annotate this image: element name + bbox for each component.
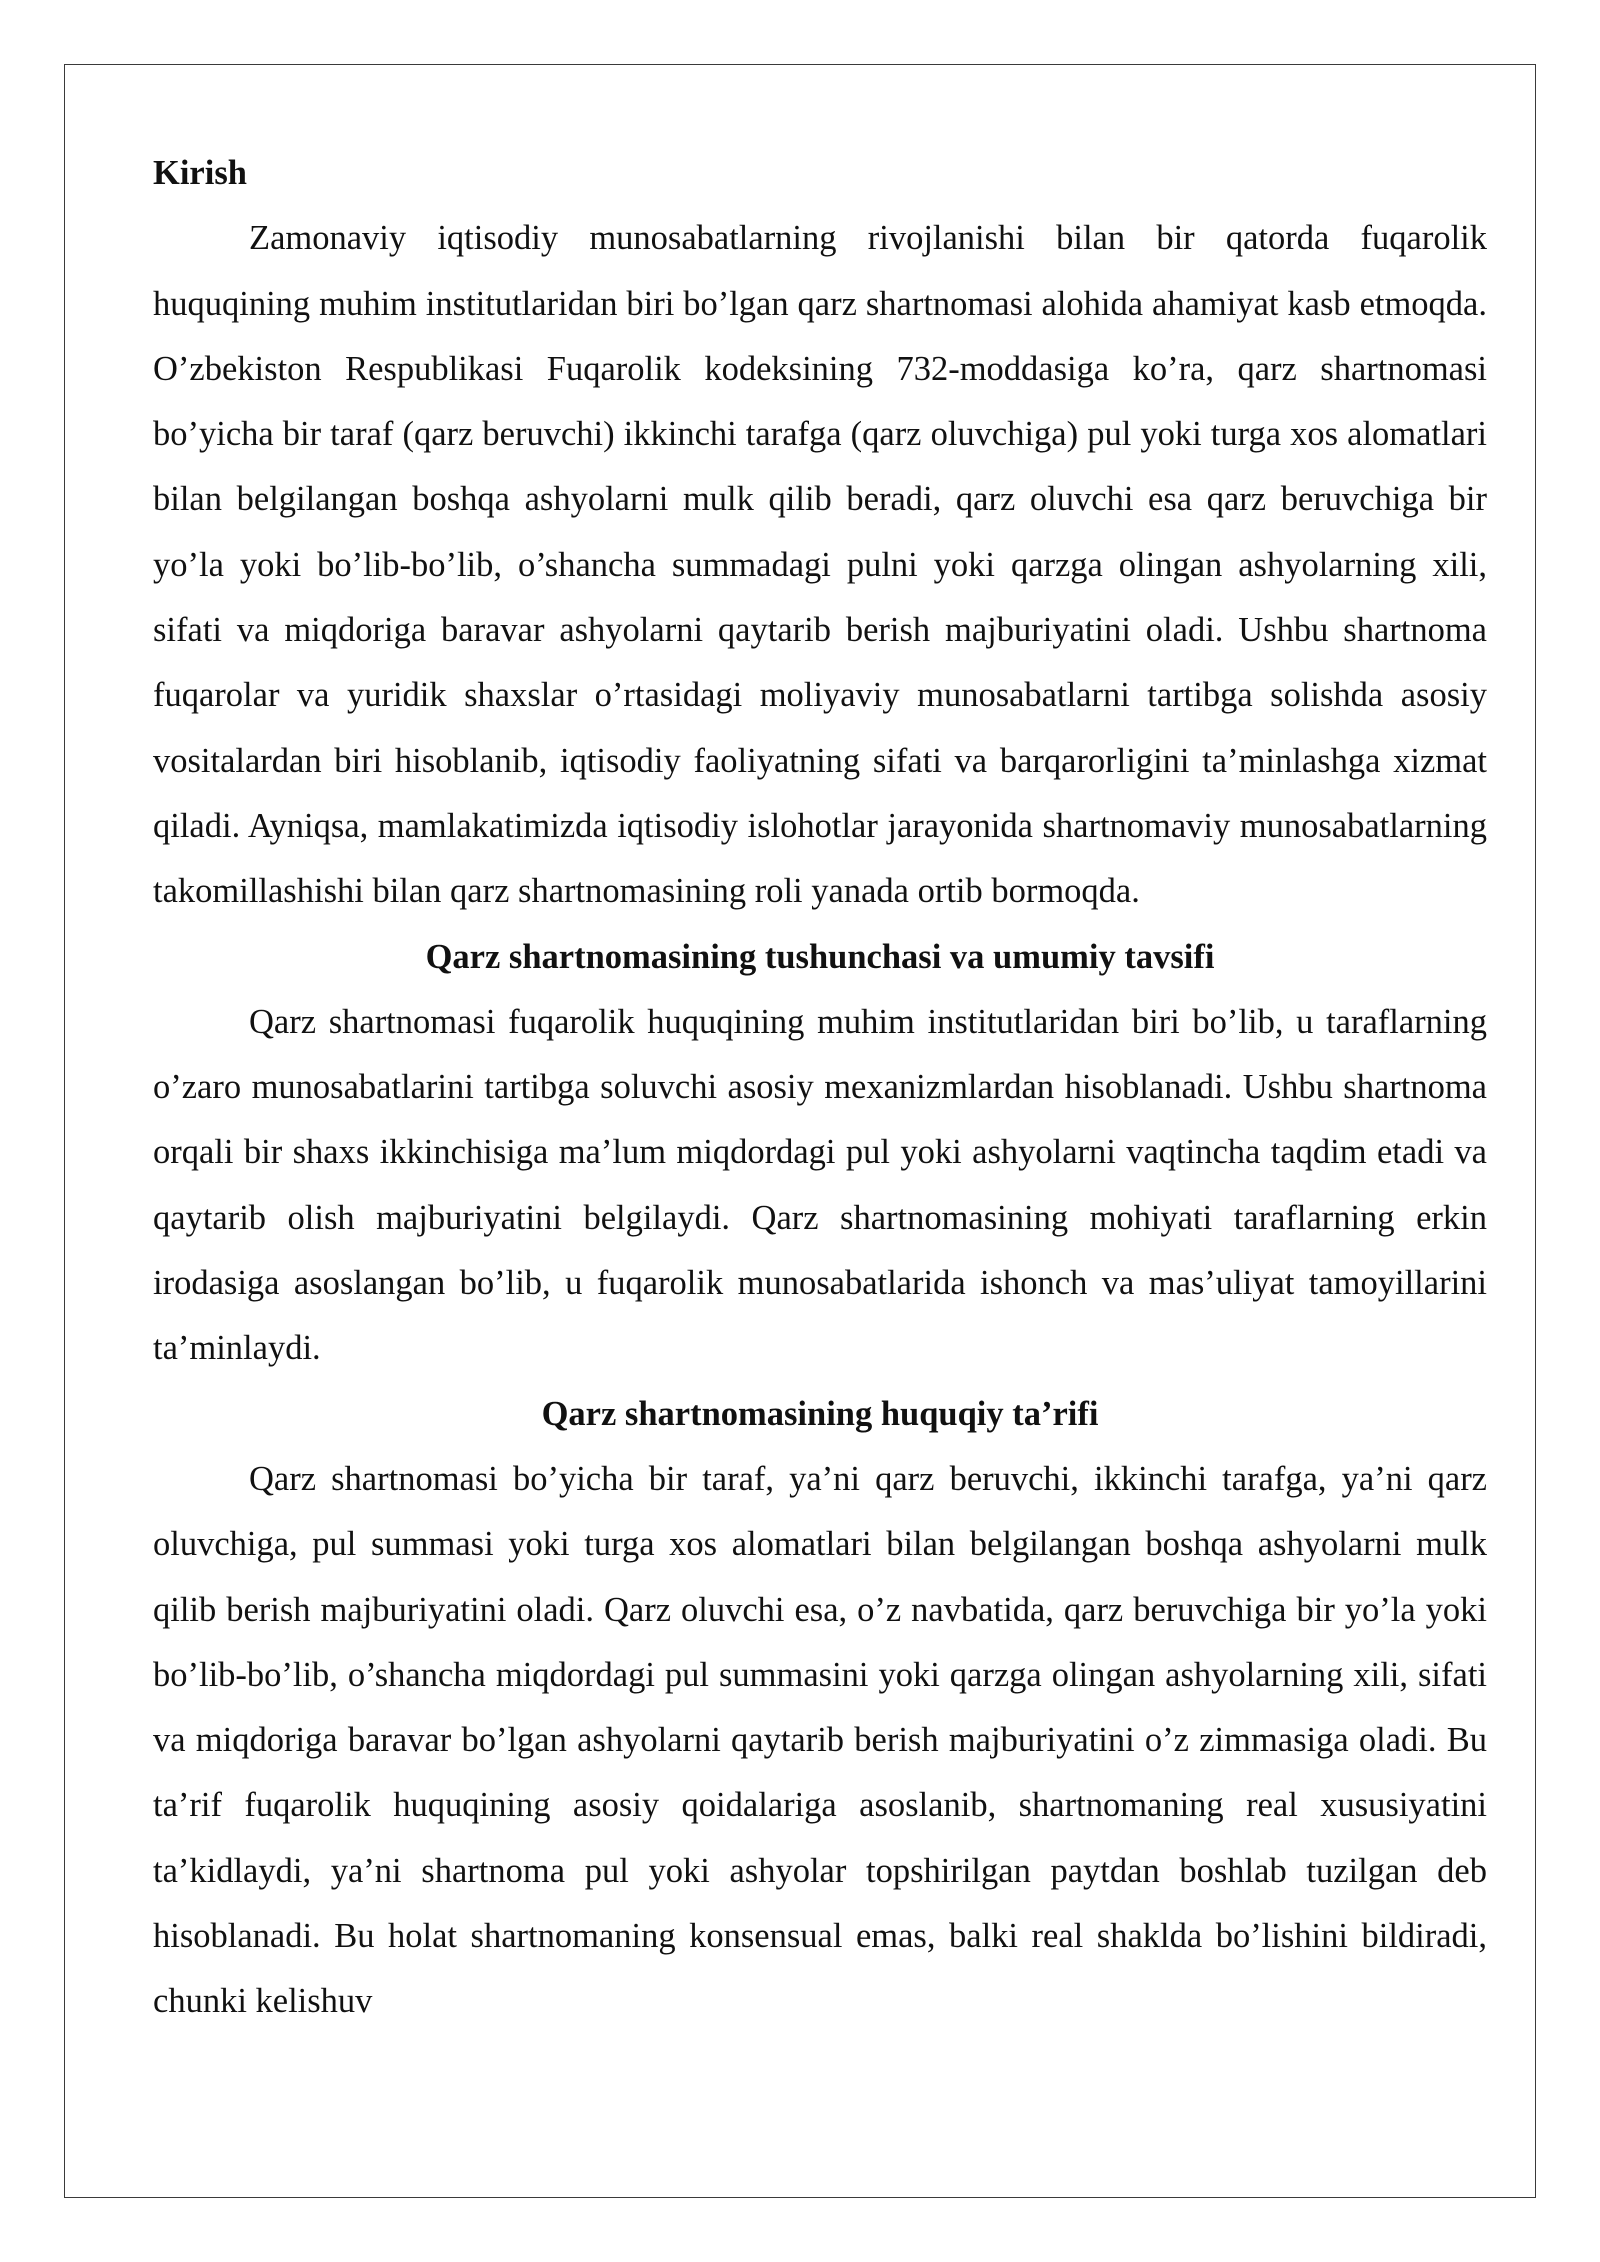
document-body xyxy=(153,141,1487,2035)
section1-paragraph: Qarz shartnomasi fuqarolik huquqining muhim institutlaridan biri bo’lib, u taraflarning o’zaro munosabatlarini tartibga soluvchi asosiy mexanizmlardan hisoblanadi. Ushbu shartnoma orqali bir shaxs ikkinchisiga ma’lum miqdordagi pul yoki ashyolarni vaqtincha taqdim etadi va qaytarib olish majburiyatini belgilaydi. Qarz shartnomasining mohiyati taraflarning erkin irodasiga asoslangan bo’lib, u fuqarolik munosabatlarida ishonch va mas’uliyat tamoyillarini ta’minlaydi. xyxy=(153,1002,1487,1368)
intro-paragraph: Zamonaviy iqtisodiy munosabatlarning rivojlanishi bilan bir qatorda fuqarolik huquqining muhim institutlaridan biri bo’lgan qarz shartnomasi alohida ahamiyat kasb etmoqda. O’zbekiston Respublikasi Fuqarolik kodeksining 732-moddasiga ko’ra, qarz shartnomasi bo’yicha bir taraf (qarz beruvchi) ikkinchi tarafga (qarz oluvchiga) pul yoki turga xos alomatlari bilan belgilangan boshqa ashyolarni mulk qilib beradi, qarz oluvchi esa qarz beruvchiga bir yo’la yoki bo’lib-bo’lib, o’shancha summadagi pulni yoki qarzga olingan ashyolarning xili, sifati va miqdoriga baravar ashyolarni qaytarib berish majburiyatini oladi. Ushbu shartnoma fuqarolar va yuridik shaxslar o’rtasidagi moliyaviy munosabatlarni tartibga solishda asosiy vositalardan biri hisoblanib, iqtisodiy faoliyatning sifati va barqarorligini ta’minlashga xizmat qiladi. Ayniqsa, mamlakatimizda iqtisodiy islohotlar jarayonida shartnomaviy munosabatlarning takomillashishi bilan qarz shartnomasining roli yanada ortib bormoqda. xyxy=(153,219,1487,911)
section2-paragraph: Qarz shartnomasi bo’yicha bir taraf, ya’ni qarz beruvchi, ikkinchi tarafga, ya’ni qarz oluvchiga, pul summasi yoki turga xos alomatlari bilan belgilangan boshqa ashyolarni mulk qilib berish majburiyatini oladi. Qarz oluvchi esa, o’z navbatida, qarz beruvchiga bir yo’la yoki bo’lib-bo’lib, o’shancha miqdordagi pul summasini yoki qarzga olingan ashyolarning xili, sifati va miqdoriga baravar bo’lgan ashyolarni qaytarib berish majburiyatini o’z zimmasiga oladi. Bu ta’rif fuqarolik huquqining asosiy qoidalariga asoslanib, shartnomaning real xususiyatini ta’kidlaydi, ya’ni shartnoma pul yoki ashyolar topshirilgan paytdan boshlab tuzilgan deb hisoblanadi. Bu holat shartnomaning konsensual emas, balki real shaklda bo’lishini bildiradi, chunki kelishuv xyxy=(153,1459,1487,2021)
section2-heading: Qarz shartnomasining huquqiy ta’rifi xyxy=(541,1394,1099,1433)
intro-heading: Kirish xyxy=(153,154,247,192)
section1-heading: Qarz shartnomasining tushunchasi va umumiy tavsifi xyxy=(425,937,1215,976)
